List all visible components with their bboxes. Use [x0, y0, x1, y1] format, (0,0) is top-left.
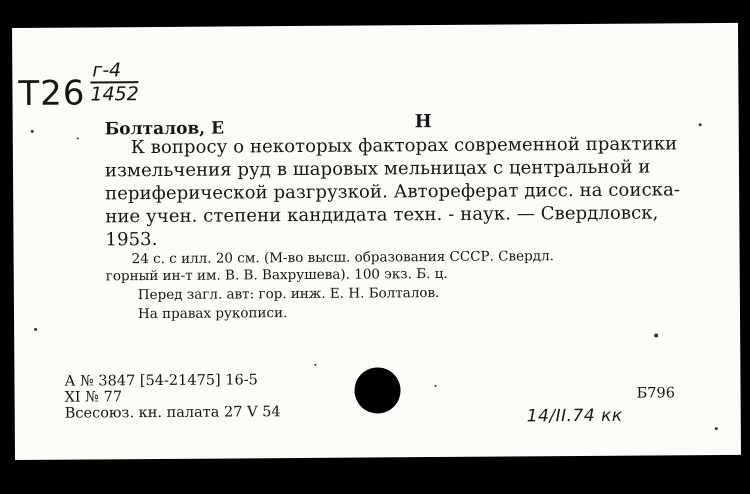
title-line: периферической разгрузкой. Автореферат дисс. на соиска- — [105, 179, 681, 205]
speck — [435, 385, 437, 387]
author-name: Болталов, Е — [104, 118, 225, 140]
description-line: Перед загл. авт: гор. инж. Е. Н. Болталов. — [137, 285, 440, 304]
registry-chamber: Всесоюз. кн. палата 27 V 54 — [64, 404, 281, 422]
author-initial-letter: Н — [414, 111, 432, 133]
call-number-top: г-4 — [92, 59, 122, 82]
registry-number: А № 3847 [54-21475] 16-5 — [64, 372, 258, 390]
registry-series: XI № 77 — [64, 389, 123, 406]
title-line: измельчения руд в шаровых мельницах с центральной и — [104, 156, 651, 182]
description-line: На правах рукописи. — [137, 305, 288, 323]
call-number-bottom: 1452 — [90, 83, 139, 106]
speck — [715, 427, 718, 430]
speck — [34, 328, 37, 331]
punch-hole — [354, 367, 400, 413]
title-line: К вопросу о некоторых факторах современной практики — [130, 133, 678, 159]
speck — [77, 138, 79, 140]
call-number-prefix: Т26 — [18, 73, 86, 114]
handwritten-note: 14/II.74 кк — [526, 405, 623, 427]
description-line: горный ин-т им. В. В. Вахрушева). 100 экз. Б. ц. — [105, 265, 448, 285]
speck — [699, 123, 702, 126]
speck — [654, 333, 658, 337]
speck — [31, 130, 34, 133]
catalog-card — [12, 23, 741, 460]
title-line: 1953. — [105, 228, 158, 251]
description-line: 24 с. с илл. 20 см. (М-во высш. образования СССР. Свердл. — [131, 248, 554, 268]
title-line: ние учен. степени кандидата техн. - наук. — Свердловск, — [105, 202, 659, 228]
speck — [314, 364, 316, 366]
registry-code: Б796 — [636, 385, 675, 402]
